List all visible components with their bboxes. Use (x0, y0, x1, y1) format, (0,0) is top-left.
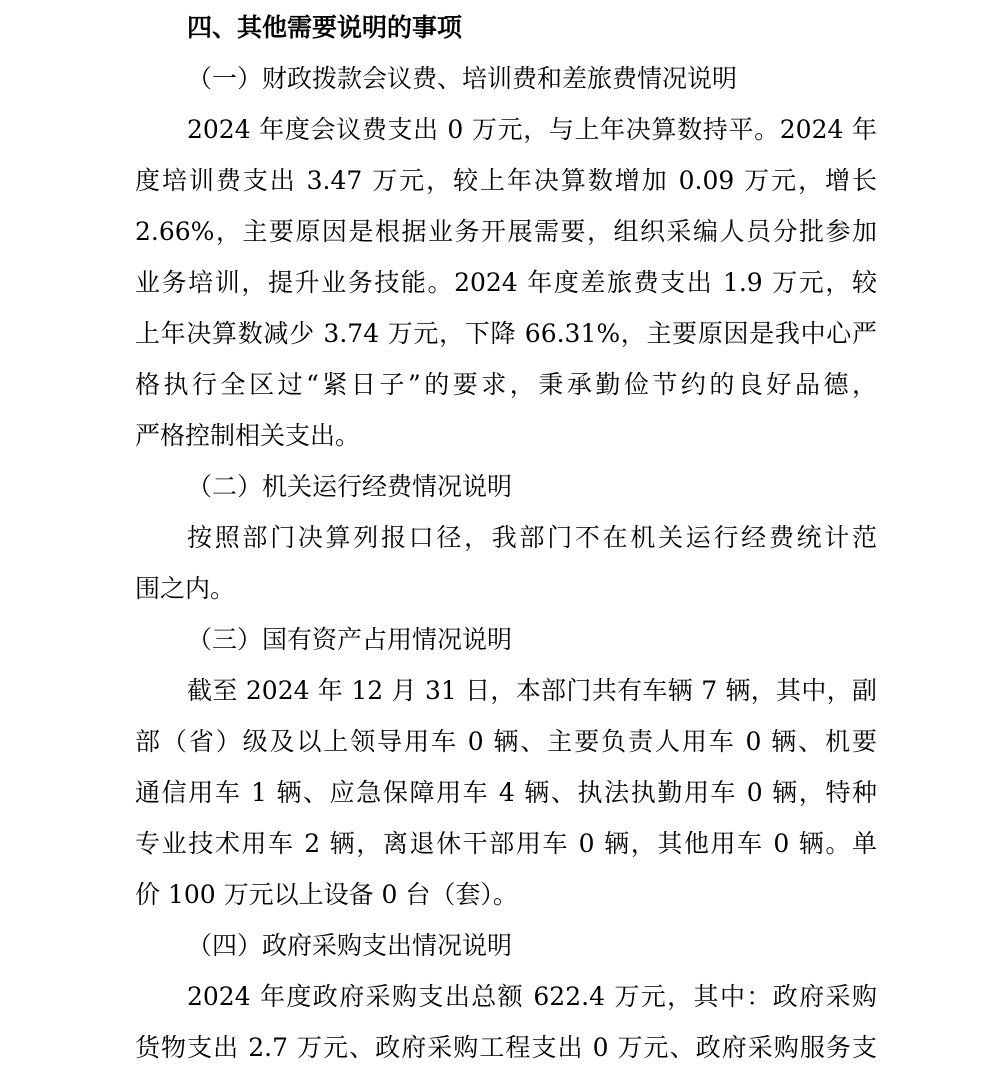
paragraph-line: 按照部门决算列报口径，我部门不在机关运行经费统计范 (187, 523, 877, 552)
paragraph-line: 专业技术用车 2 辆，离退休干部用车 0 辆，其他用车 0 辆。单 (135, 829, 877, 858)
paragraph-line: 部（省）级及以上领导用车 0 辆、主要负责人用车 0 辆、机要 (135, 727, 877, 756)
paragraph-line: 2024 年度政府采购支出总额 622.4 万元，其中：政府采购 (187, 982, 877, 1011)
paragraph-line: 业务培训，提升业务技能。2024 年度差旅费支出 1.9 万元，较 (135, 268, 877, 297)
subsection-heading: （四）政府采购支出情况说明 (187, 931, 513, 960)
subsection-meeting-training-travel (135, 53, 877, 461)
paragraph-line: 严格控制相关支出。 (135, 421, 361, 450)
document-page (135, 0, 877, 1073)
paragraph-line: 上年决算数减少 3.74 万元，下降 66.31%，主要原因是我中心严 (135, 319, 877, 348)
paragraph-line: 2024 年度会议费支出 0 万元，与上年决算数持平。2024 年 (187, 115, 877, 144)
paragraph-line: 围之内。 (135, 574, 236, 603)
section-heading: 四、其他需要说明的事项 (187, 13, 463, 42)
subsection-heading: （三）国有资产占用情况说明 (187, 625, 513, 654)
paragraph-line: 货物支出 2.7 万元、政府采购工程支出 0 万元、政府采购服务支 (135, 1033, 877, 1062)
paragraph-line: 通信用车 1 辆、应急保障用车 4 辆、执法执勤用车 0 辆，特种 (135, 778, 877, 807)
paragraph-line: 2.66%，主要原因是根据业务开展需要，组织采编人员分批参加 (135, 217, 877, 246)
paragraph-line: 价 100 万元以上设备 0 台（套）。 (135, 880, 518, 909)
paragraph-line: 格执行全区过“紧日子”的要求，秉承勤俭节约的良好品德， (135, 370, 877, 399)
paragraph-line: 截至 2024 年 12 月 31 日，本部门共有车辆 7 辆，其中，副 (187, 676, 877, 705)
subsection-heading: （二）机关运行经费情况说明 (187, 472, 513, 501)
subsection-state-assets (135, 614, 877, 920)
subsection-government-procurement (135, 920, 877, 1073)
paragraph-line: 度培训费支出 3.47 万元，较上年决算数增加 0.09 万元，增长 (135, 166, 877, 195)
subsection-heading: （一）财政拨款会议费、培训费和差旅费情况说明 (187, 64, 738, 93)
subsection-operating-expenses (135, 461, 877, 614)
